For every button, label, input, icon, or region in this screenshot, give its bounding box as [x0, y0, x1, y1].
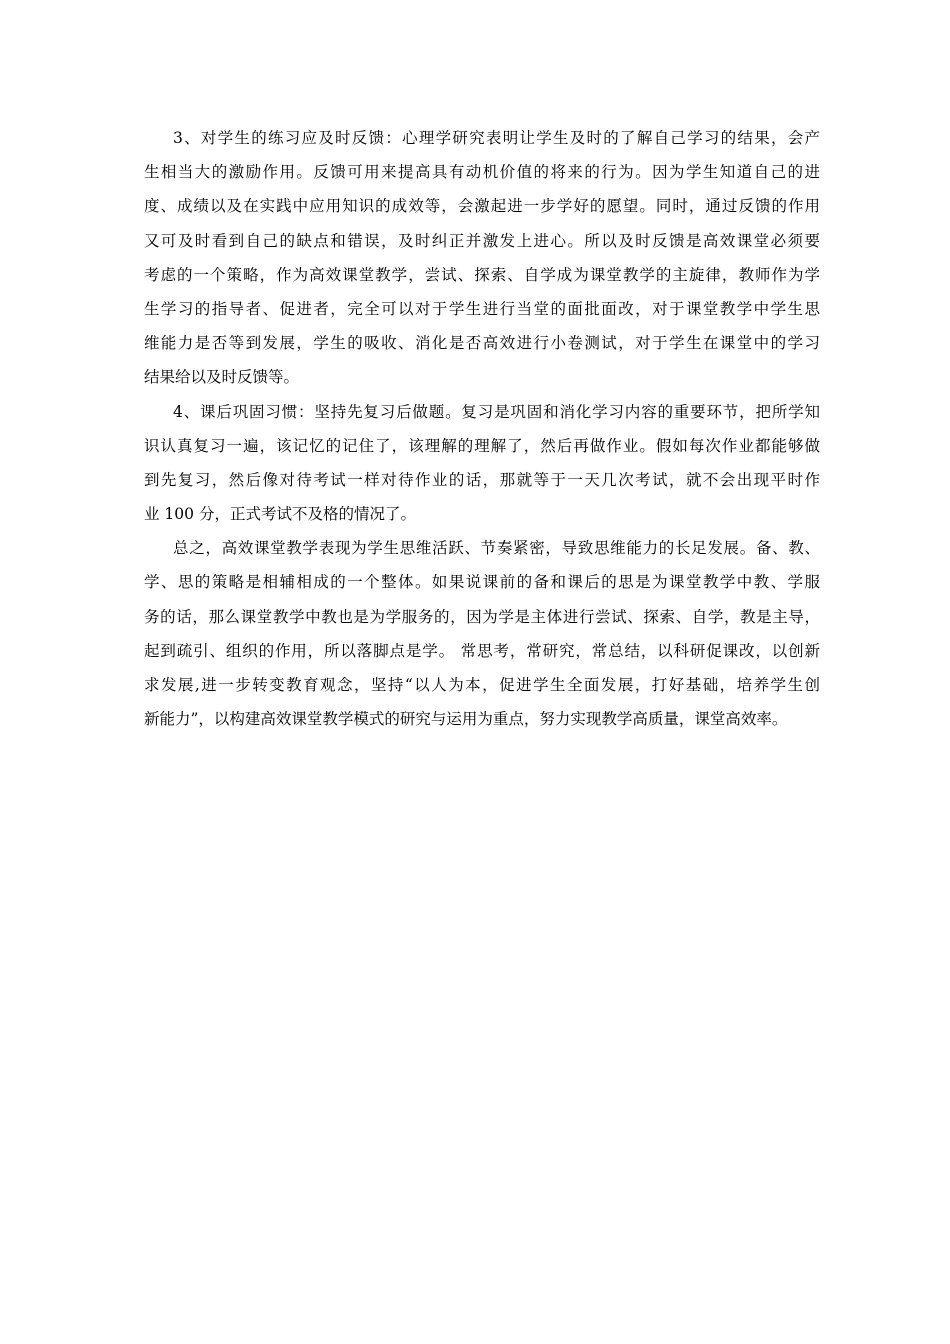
text-line: 识认真复习一遍，该记忆的记住了，该理解的理解了，然后再做作业。假如每次作业都能够做 — [144, 436, 820, 455]
text-line: 总之，高效课堂教学表现为学生思维活跃、节奏紧密，导致思维能力的长足发展。备、教、 — [173, 539, 820, 558]
text-line: 到先复习，然后像对待考试一样对待作业的话，那就等于一天几次考试，就不会出现平时作 — [144, 470, 820, 489]
text-line: 起到疏引、组织的作用，所以落脚点是学。 常思考，常研究，常总结，以科研促课改，以创新 — [144, 641, 820, 660]
text-line: 考虑的一个策略，作为高效课堂教学，尝试、探索、自学成为课堂教学的主旋律，教师作为学 — [144, 265, 820, 284]
paragraph-summary — [144, 531, 820, 736]
text-line: 学、思的策略是相辅相成的一个整体。如果说课前的备和课后的思是为课堂教学中教、学服 — [144, 573, 820, 592]
text-line: 务的话，那么课堂教学中教也是为学服务的，因为学是主体进行尝试、探索、自学，教是主导， — [144, 607, 820, 626]
text-line: 度、成绩以及在实践中应用知识的成效等，会激起进一步学好的愿望。同时，通过反馈的作用 — [144, 197, 820, 216]
text-line: 业 100 分，正式考试不及格的情况了。 — [144, 505, 416, 524]
text-line: 4、课后巩固习惯：坚持先复习后做题。复习是巩固和消化学习内容的重要环节，把所学知 — [173, 402, 820, 421]
text-line: 3、对学生的练习应及时反馈：心理学研究表明让学生及时的了解自己学习的结果，会产 — [173, 129, 820, 147]
text-line: 新能力”，以构建高效课堂教学模式的研究与运用为重点，努力实现教学高质量，课堂高效率。 — [144, 710, 788, 729]
text-line: 求发展,进一步转变教育观念，坚持“以人为本，促进学生全面发展，打好基础，培养学生创 — [144, 676, 820, 694]
text-line: 生相当大的激励作用。反馈可用来提高具有动机价值的将来的行为。因为学生知道自己的进 — [144, 163, 820, 182]
document-body — [144, 121, 820, 736]
paragraph-feedback — [144, 121, 820, 395]
text-line: 又可及时看到自己的缺点和错误，及时纠正并激发上进心。所以及时反馈是高效课堂必须要 — [144, 231, 820, 250]
text-line: 维能力是否等到发展，学生的吸收、消化是否高效进行小卷测试，对于学生在课堂中的学习 — [144, 334, 820, 353]
text-line: 结果给以及时反馈等。 — [144, 368, 300, 387]
paragraph-review — [144, 395, 820, 532]
text-line: 生学习的指导者、促进者，完全可以对于学生进行当堂的面批面改，对于课堂教学中学生思 — [144, 299, 820, 318]
